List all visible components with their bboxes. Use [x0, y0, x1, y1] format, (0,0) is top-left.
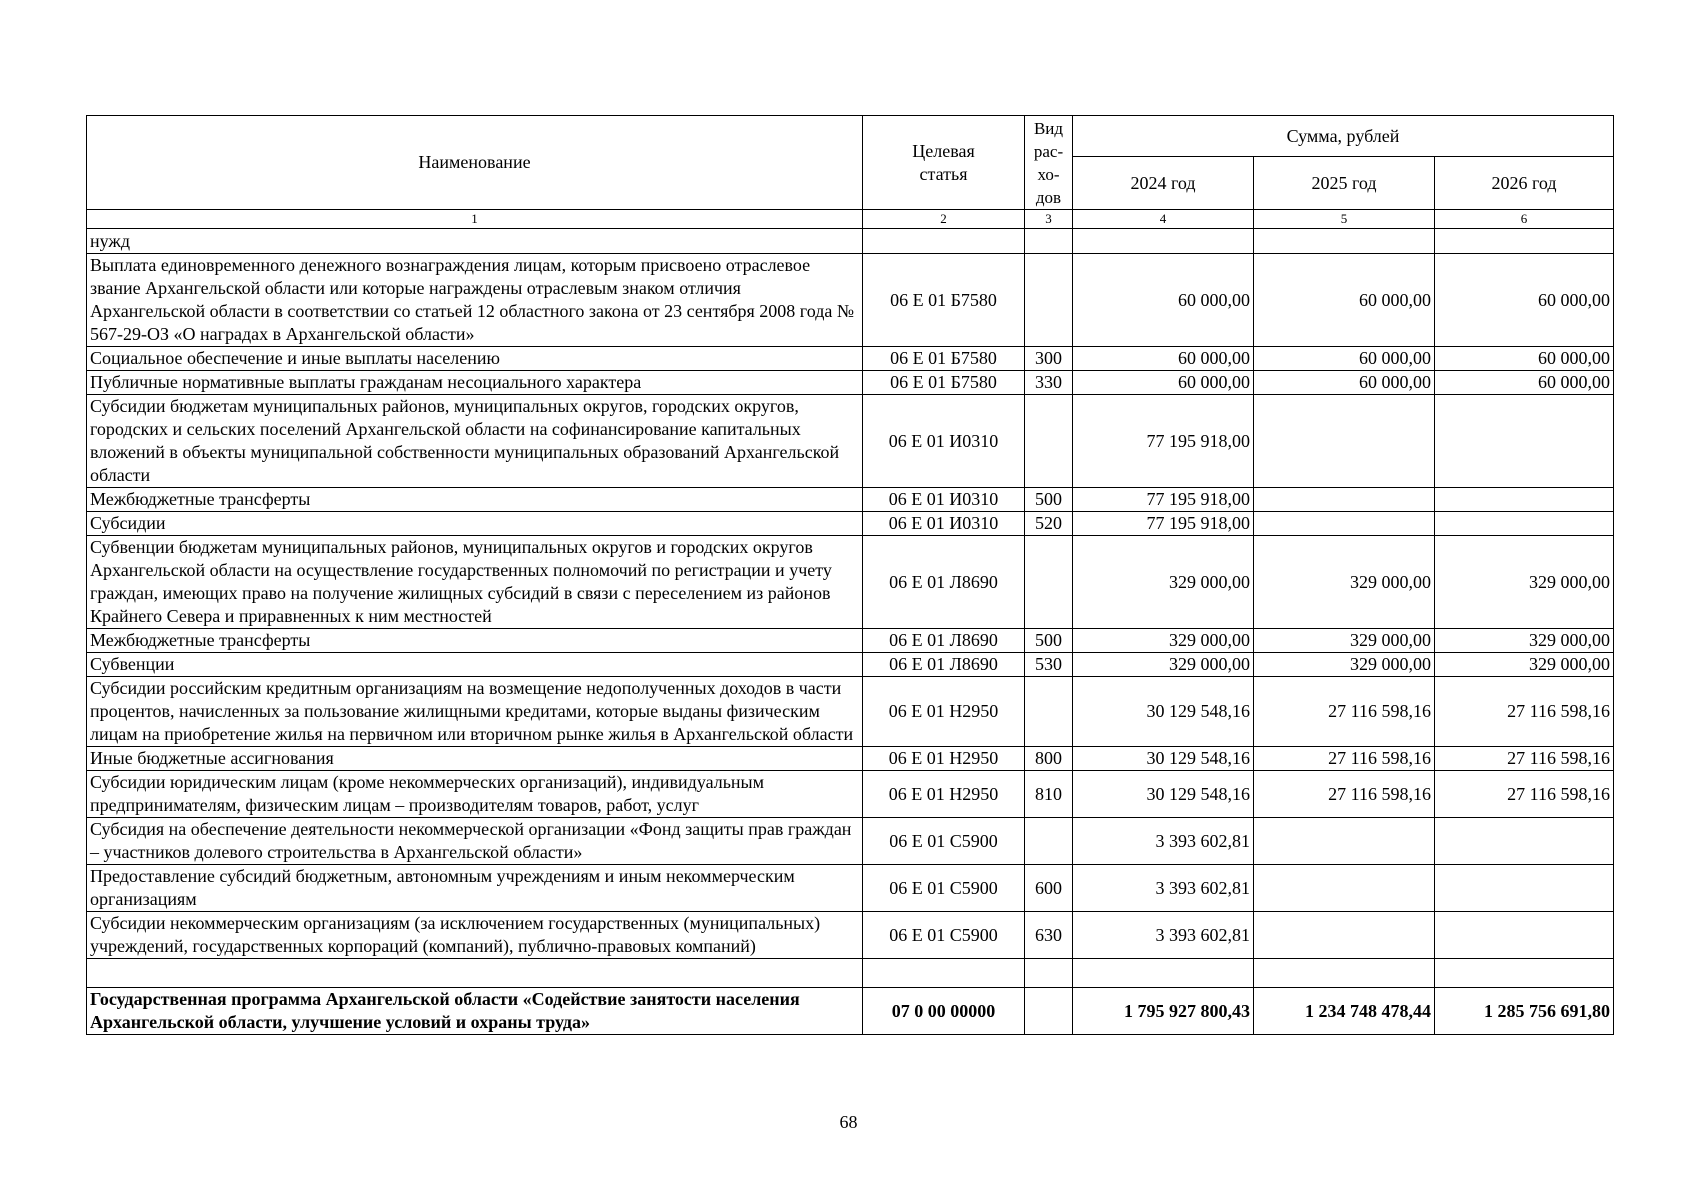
row-amount-2025 [1254, 488, 1435, 512]
row-type: 810 [1025, 771, 1073, 818]
row-code: 06 Е 01 Л8690 [863, 629, 1025, 653]
header-expense-type-line: хо- [1037, 164, 1060, 184]
row-amount-2026: 27 116 598,16 [1435, 771, 1614, 818]
row-type [1025, 677, 1073, 747]
row-code: 06 Е 01 Н2950 [863, 677, 1025, 747]
row-code: 06 Е 01 С5900 [863, 818, 1025, 865]
row-code: 06 Е 01 Л8690 [863, 536, 1025, 629]
row-name: Субсидии [87, 512, 863, 536]
row-amount-2025 [1254, 818, 1435, 865]
col-number: 3 [1025, 210, 1073, 229]
row-amount-2024 [1073, 959, 1254, 988]
row-code: 07 0 00 00000 [863, 988, 1025, 1035]
row-amount-2024: 3 393 602,81 [1073, 818, 1254, 865]
row-name: Субсидии российским кредитным организациям на возмещение недополученных доходов в части процентов, начисленных за пользование жилищными кредитами, которые выданы физическим лицам на приобретение жилья на первичном или вторичном рынке жилья в Архангельской области [87, 677, 863, 747]
row-amount-2025: 329 000,00 [1254, 653, 1435, 677]
row-amount-2026 [1435, 818, 1614, 865]
row-name: Социальное обеспечение и иные выплаты населению [87, 347, 863, 371]
row-amount-2026: 27 116 598,16 [1435, 677, 1614, 747]
row-code: 06 Е 01 И0310 [863, 512, 1025, 536]
row-amount-2024: 77 195 918,00 [1073, 488, 1254, 512]
row-type: 500 [1025, 488, 1073, 512]
row-code: 06 Е 01 И0310 [863, 488, 1025, 512]
row-name: нужд [87, 229, 863, 254]
header-target-article-text: Целевая статья [912, 140, 975, 184]
row-name: Субсидии юридическим лицам (кроме некоммерческих организаций), индивидуальным предпринимателям, физическим лицам – производителям товаров, работ, услуг [87, 771, 863, 818]
row-code: 06 Е 01 Н2950 [863, 747, 1025, 771]
row-amount-2025 [1254, 959, 1435, 988]
row-amount-2025 [1254, 229, 1435, 254]
row-amount-2026 [1435, 395, 1614, 488]
row-name: Субсидии бюджетам муниципальных районов, муниципальных округов, городских округов, городских и сельских поселений Архангельской области на софинансирование капитальных вложений в объекты муниципальной собственности муниципальных образований Архангельской области [87, 395, 863, 488]
table-row [87, 677, 1614, 747]
row-amount-2025 [1254, 512, 1435, 536]
row-amount-2024: 77 195 918,00 [1073, 512, 1254, 536]
table-row [87, 371, 1614, 395]
row-amount-2026: 27 116 598,16 [1435, 747, 1614, 771]
row-amount-2024 [1073, 229, 1254, 254]
row-name: Субвенции [87, 653, 863, 677]
header-expense-type-line: рас- [1033, 141, 1064, 161]
row-amount-2025: 60 000,00 [1254, 254, 1435, 347]
table-row [87, 254, 1614, 347]
row-code: 06 Е 01 Б7580 [863, 371, 1025, 395]
row-amount-2024: 30 129 548,16 [1073, 771, 1254, 818]
row-amount-2024: 60 000,00 [1073, 254, 1254, 347]
row-amount-2026: 60 000,00 [1435, 254, 1614, 347]
row-name: Субсидии некоммерческим организациям (за исключением государственных (муниципальных) учреждений, государственных корпораций (компаний), публично-правовых компаний) [87, 912, 863, 959]
row-type [1025, 536, 1073, 629]
row-amount-2026: 329 000,00 [1435, 653, 1614, 677]
row-amount-2025: 60 000,00 [1254, 371, 1435, 395]
row-type [1025, 254, 1073, 347]
header-expense-type-line: Вид [1033, 118, 1064, 138]
row-amount-2026: 329 000,00 [1435, 629, 1614, 653]
row-amount-2026 [1435, 229, 1614, 254]
row-amount-2026: 1 285 756 691,80 [1435, 988, 1614, 1035]
header-name: Наименование [87, 116, 863, 210]
row-type: 520 [1025, 512, 1073, 536]
row-name: Субвенции бюджетам муниципальных районов, муниципальных округов и городских округов Архангельской области на осуществление государственных полномочий по регистрации и учету граждан, имеющих право на получение жилищных субсидий в связи с переселением из районов Крайнего Севера и приравненных к ним местностей [87, 536, 863, 629]
col-number: 6 [1435, 210, 1614, 229]
header-expense-type [1025, 116, 1073, 210]
row-amount-2024: 3 393 602,81 [1073, 912, 1254, 959]
row-type [1025, 988, 1073, 1035]
row-type [1025, 229, 1073, 254]
table-row [87, 912, 1614, 959]
table-row-empty [87, 959, 1614, 988]
row-amount-2024: 3 393 602,81 [1073, 865, 1254, 912]
row-amount-2026 [1435, 912, 1614, 959]
table-row-program-total [87, 988, 1614, 1035]
row-amount-2025: 27 116 598,16 [1254, 677, 1435, 747]
table-row [87, 512, 1614, 536]
row-amount-2024: 329 000,00 [1073, 653, 1254, 677]
col-number: 4 [1073, 210, 1254, 229]
page-number: 68 [839, 1112, 858, 1132]
row-code [863, 229, 1025, 254]
row-code: 06 Е 01 Б7580 [863, 347, 1025, 371]
row-name: Иные бюджетные ассигнования [87, 747, 863, 771]
table-row [87, 653, 1614, 677]
row-name: Предоставление субсидий бюджетным, автономным учреждениям и иным некоммерческим организациям [87, 865, 863, 912]
row-amount-2026 [1435, 488, 1614, 512]
row-amount-2025: 329 000,00 [1254, 536, 1435, 629]
row-type: 330 [1025, 371, 1073, 395]
row-type: 300 [1025, 347, 1073, 371]
row-amount-2026: 329 000,00 [1435, 536, 1614, 629]
header-year-2024: 2024 год [1073, 157, 1254, 210]
row-amount-2024: 1 795 927 800,43 [1073, 988, 1254, 1035]
row-name [87, 959, 863, 988]
table-row [87, 395, 1614, 488]
row-type: 800 [1025, 747, 1073, 771]
table-row [87, 347, 1614, 371]
row-amount-2025 [1254, 912, 1435, 959]
table-row [87, 771, 1614, 818]
row-name: Публичные нормативные выплаты гражданам несоциального характера [87, 371, 863, 395]
row-amount-2024: 30 129 548,16 [1073, 677, 1254, 747]
row-amount-2026 [1435, 959, 1614, 988]
row-amount-2025: 60 000,00 [1254, 347, 1435, 371]
row-amount-2024: 60 000,00 [1073, 347, 1254, 371]
row-code: 06 Е 01 С5900 [863, 912, 1025, 959]
row-code: 06 Е 01 И0310 [863, 395, 1025, 488]
row-type: 530 [1025, 653, 1073, 677]
row-code: 06 Е 01 Н2950 [863, 771, 1025, 818]
table-row [87, 536, 1614, 629]
row-type: 600 [1025, 865, 1073, 912]
row-amount-2026 [1435, 865, 1614, 912]
row-code: 06 Е 01 Л8690 [863, 653, 1025, 677]
budget-table [86, 115, 1614, 1035]
row-name: Межбюджетные трансферты [87, 629, 863, 653]
col-number: 2 [863, 210, 1025, 229]
header-expense-type-line: дов [1035, 187, 1062, 207]
row-amount-2024: 329 000,00 [1073, 536, 1254, 629]
row-amount-2025: 27 116 598,16 [1254, 747, 1435, 771]
table-row [87, 229, 1614, 254]
row-name: Государственная программа Архангельской области «Содействие занятости населения Архангельской области, улучшение условий и охраны труда» [87, 988, 863, 1035]
row-code: 06 Е 01 Б7580 [863, 254, 1025, 347]
row-type [1025, 395, 1073, 488]
row-name: Выплата единовременного денежного вознаграждения лицам, которым присвоено отраслевое звание Архангельской области или которые награждены отраслевым знаком отличия Архангельской области в соответствии со статьей 12 областного закона от 23 сентября 2008 года № 567-29-ОЗ «О наградах в Архангельской области» [87, 254, 863, 347]
header-year-2025: 2025 год [1254, 157, 1435, 210]
row-amount-2024: 329 000,00 [1073, 629, 1254, 653]
header-target-article [863, 116, 1025, 210]
row-amount-2025 [1254, 395, 1435, 488]
row-name: Субсидия на обеспечение деятельности некоммерческой организации «Фонд защиты прав граждан – участников долевого строительства в Архангельской области» [87, 818, 863, 865]
header-amount: Сумма, рублей [1073, 116, 1614, 157]
table-row [87, 865, 1614, 912]
row-type [1025, 959, 1073, 988]
col-number: 5 [1254, 210, 1435, 229]
row-type: 630 [1025, 912, 1073, 959]
row-type [1025, 818, 1073, 865]
table-row [87, 629, 1614, 653]
row-amount-2025 [1254, 865, 1435, 912]
row-amount-2024: 77 195 918,00 [1073, 395, 1254, 488]
row-amount-2025: 329 000,00 [1254, 629, 1435, 653]
row-code [863, 959, 1025, 988]
row-amount-2024: 30 129 548,16 [1073, 747, 1254, 771]
row-code: 06 Е 01 С5900 [863, 865, 1025, 912]
table-row [87, 747, 1614, 771]
table-row [87, 818, 1614, 865]
row-name: Межбюджетные трансферты [87, 488, 863, 512]
row-amount-2026: 60 000,00 [1435, 371, 1614, 395]
row-amount-2026: 60 000,00 [1435, 347, 1614, 371]
table-row [87, 488, 1614, 512]
row-amount-2024: 60 000,00 [1073, 371, 1254, 395]
col-number: 1 [87, 210, 863, 229]
row-amount-2026 [1435, 512, 1614, 536]
row-amount-2025: 27 116 598,16 [1254, 771, 1435, 818]
header-year-2026: 2026 год [1435, 157, 1614, 210]
row-type: 500 [1025, 629, 1073, 653]
row-amount-2025: 1 234 748 478,44 [1254, 988, 1435, 1035]
